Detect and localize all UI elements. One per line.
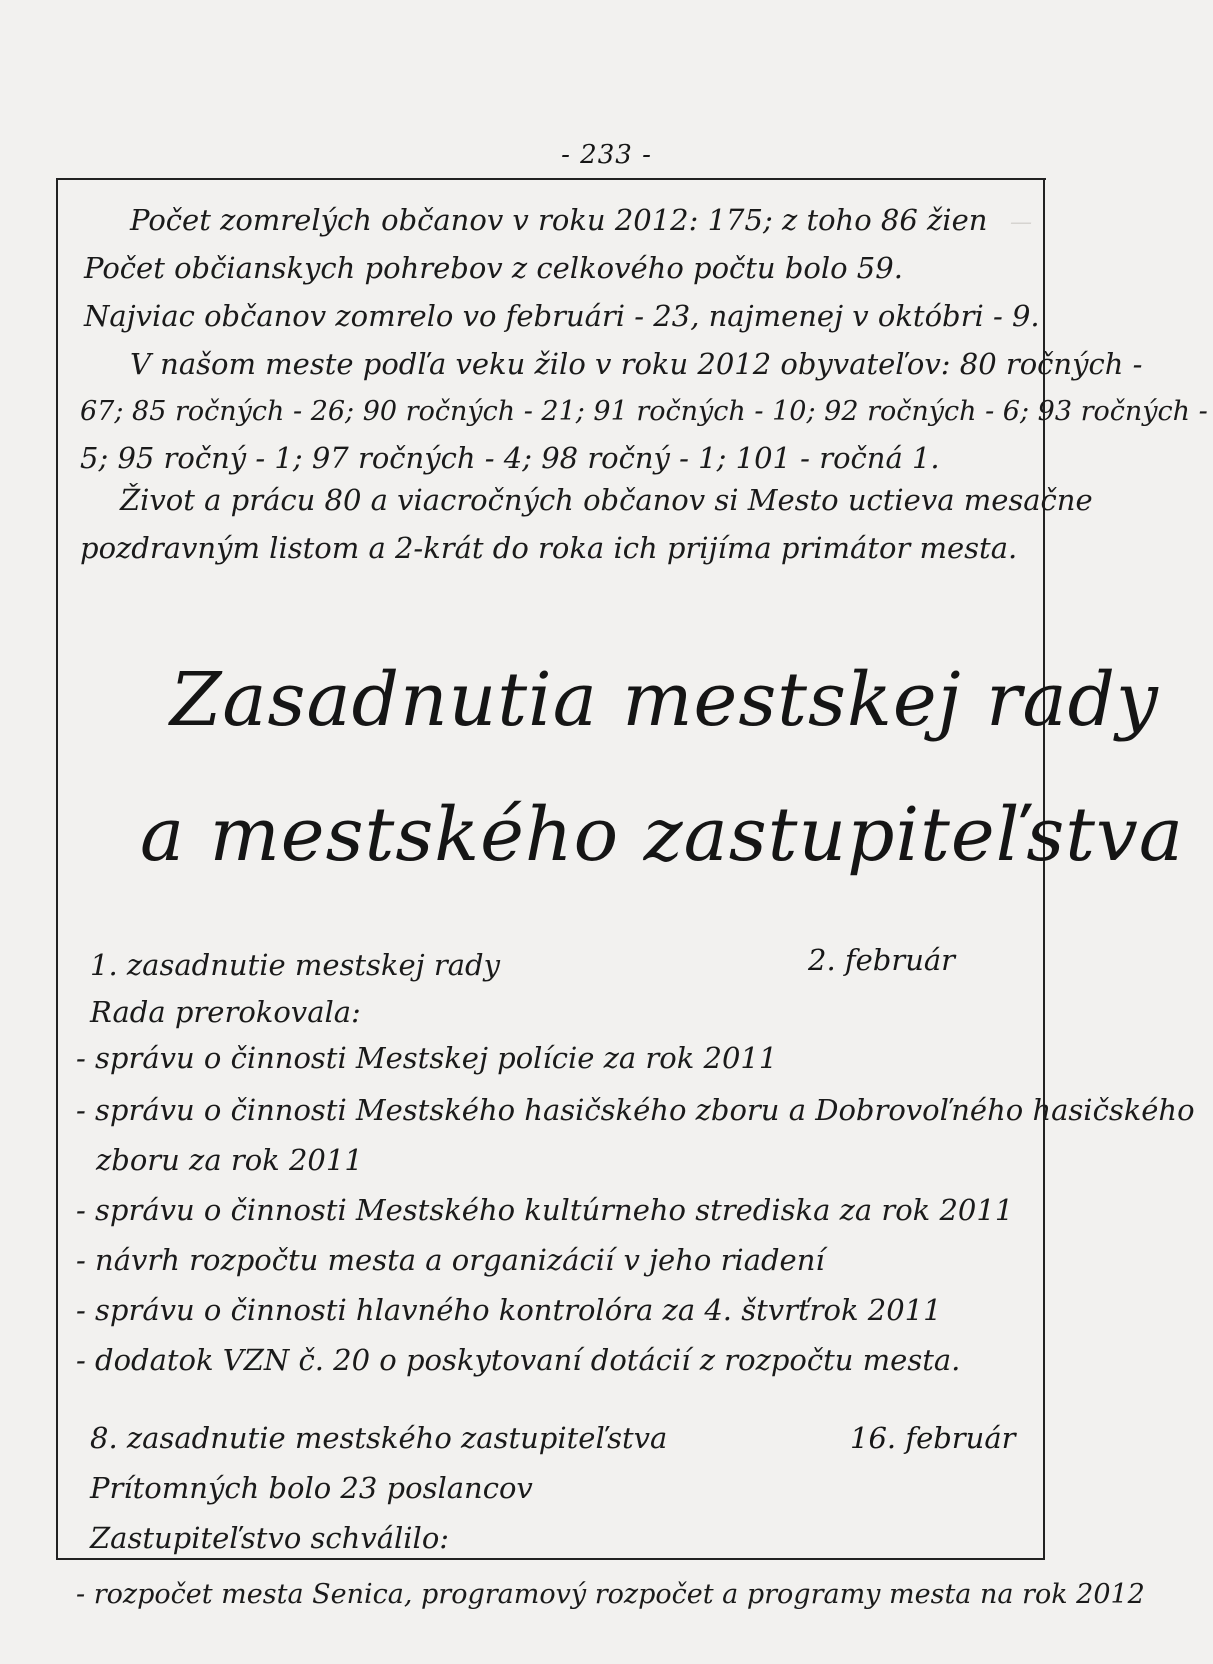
- bleed-through-mark: —: [1010, 210, 1032, 235]
- page-number: - 233 -: [561, 140, 652, 170]
- section1-item: - správu o činnosti hlavného kontrolóra za 4. štvrťrok 2011: [76, 1293, 942, 1327]
- paragraph-line: 67; 85 ročných - 26; 90 ročných - 21; 91 ročných - 10; 92 ročných - 6; 93 ročných -: [80, 396, 1208, 427]
- paragraph-line: Najviac občanov zomrelo vo februári - 23, najmenej v októbri - 9.: [84, 299, 1040, 333]
- heading-line-1: Zasadnutia mestskej rady: [170, 657, 1159, 743]
- section1-item: - správu o činnosti Mestského hasičského zboru a Dobrovoľného hasičského: [76, 1093, 1195, 1127]
- section1-date: 2. február: [808, 943, 956, 977]
- paragraph-line: 5; 95 ročný - 1; 97 ročných - 4; 98 ročný - 1; 101 - ročná 1.: [80, 441, 940, 475]
- section1-intro: Rada prerokovala:: [90, 995, 361, 1029]
- section2-date: 16. február: [850, 1421, 1016, 1455]
- section2-intro: Zastupiteľstvo schválilo:: [90, 1521, 450, 1555]
- section2-title: 8. zasadnutie mestského zastupiteľstva: [90, 1421, 668, 1455]
- heading-line-2: a mestského zastupiteľstva: [140, 792, 1184, 878]
- paragraph-line: pozdravným listom a 2-krát do roka ich prijíma primátor mesta.: [80, 531, 1018, 565]
- section1-item: - návrh rozpočtu mesta a organizácií v jeho riadení: [76, 1243, 825, 1277]
- section2-item: - rozpočet mesta Senica, programový rozpočet a programy mesta na rok 2012: [76, 1579, 1145, 1610]
- paragraph-line: Počet občianskych pohrebov z celkového počtu bolo 59.: [84, 251, 903, 285]
- section1-item: - správu o činnosti Mestského kultúrneho strediska za rok 2011: [76, 1193, 1014, 1227]
- section1-item: - dodatok VZN č. 20 o poskytovaní dotácií z rozpočtu mesta.: [76, 1343, 961, 1377]
- section1-title: 1. zasadnutie mestskej rady: [90, 948, 500, 982]
- paragraph-line: V našom meste podľa veku žilo v roku 2012 obyvateľov: 80 ročných -: [130, 347, 1143, 381]
- section2-attendance: Prítomných bolo 23 poslancov: [90, 1471, 533, 1505]
- paragraph-line: Počet zomrelých občanov v roku 2012: 175; z toho 86 žien: [130, 203, 988, 237]
- paragraph-line: Život a prácu 80 a viacročných občanov si Mesto uctieva mesačne: [120, 483, 1093, 517]
- section1-item: zboru za rok 2011: [96, 1143, 363, 1177]
- section1-item: - správu o činnosti Mestskej polície za rok 2011: [76, 1041, 778, 1075]
